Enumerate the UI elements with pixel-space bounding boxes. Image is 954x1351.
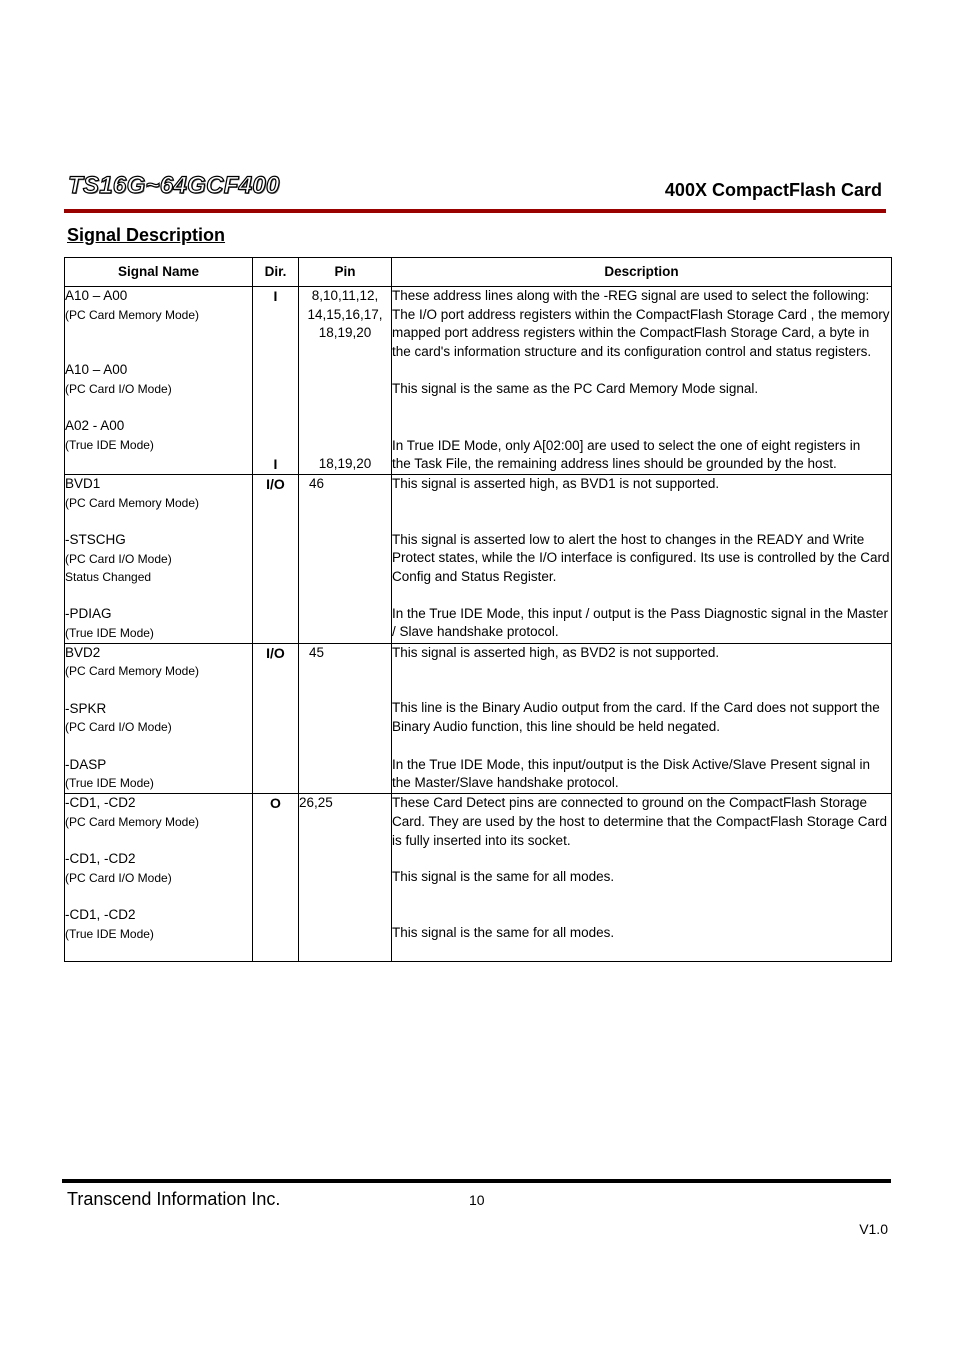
document-title: TS16G~64GCF400 <box>68 172 280 199</box>
signal-mode: (True IDE Mode) <box>65 776 154 791</box>
direction-value: I/O <box>266 475 285 492</box>
signal-mode: (PC Card Memory Mode) <box>65 664 200 679</box>
document-version: V1.0 <box>859 1221 888 1237</box>
signal-name: -STSCHG <box>65 532 126 548</box>
direction-value: I <box>273 455 278 472</box>
signal-mode: (True IDE Mode) <box>65 625 154 640</box>
signal-name: BVD2 <box>65 644 101 660</box>
direction-cell <box>253 643 299 794</box>
signal-name-cell <box>65 474 253 643</box>
signal-name: A10 – A00 <box>65 362 128 378</box>
pin-cell <box>299 643 392 794</box>
direction-cell <box>253 794 299 962</box>
footer-company: Transcend Information Inc. <box>67 1189 281 1209</box>
description-text: In True IDE Mode, only A[02:00] are used to select the one of eight registers in the Task File, the remaining address lines should be grounded by the host. <box>392 437 861 472</box>
signal-name: A10 – A00 <box>65 288 128 303</box>
document-subtitle: 400X CompactFlash Card <box>664 180 882 200</box>
signal-description-table <box>64 257 892 962</box>
table-row <box>65 643 892 794</box>
signal-name-cell <box>65 643 253 794</box>
description-text: This signal is asserted low to alert the host to changes in the READY and Write Protect states, while the I/O interface is configured. Its use is controlled by the Card Config and Status Register. <box>392 531 890 585</box>
signal-name: -CD1, -CD2 <box>65 851 136 867</box>
direction-cell <box>253 287 299 475</box>
column-header-dir: Dir. <box>253 258 299 287</box>
description-cell <box>392 643 892 794</box>
column-header-description: Description <box>392 258 892 287</box>
description-text: This signal is the same for all modes. <box>392 924 615 940</box>
section-heading: Signal Description <box>67 225 226 245</box>
description-text: These Card Detect pins are connected to ground on the CompactFlash Storage Card. They are used by the host to determine that the CompactFlash Storage Card is fully inserted into its socket. <box>392 795 888 848</box>
signal-mode: Status Changed <box>65 570 152 585</box>
table-row <box>65 474 892 643</box>
table-row <box>65 287 892 475</box>
signal-name: -CD1, -CD2 <box>65 907 136 923</box>
pin-cell <box>299 794 392 962</box>
signal-name: BVD1 <box>65 475 101 491</box>
description-text: This line is the Binary Audio output from the card. If the Card does not support the Binary Audio function, this line should be held negated. <box>392 700 880 734</box>
signal-mode: (PC Card Memory Mode) <box>65 495 200 510</box>
column-header-pin: Pin <box>299 258 392 287</box>
description-text: This signal is asserted high, as BVD2 is not supported. <box>392 644 720 660</box>
pin-value: 45 <box>309 644 325 660</box>
pin-cell <box>299 287 392 475</box>
description-text: This signal is the same for all modes. <box>392 869 615 885</box>
description-cell <box>392 287 892 475</box>
direction-value: I <box>273 288 278 304</box>
pin-value: 26,25 <box>299 795 333 811</box>
description-text: In the True IDE Mode, this input / output is the Pass Diagnostic signal in the Master / Slave handshake protocol. <box>392 605 889 640</box>
description-text: These address lines along with the -REG signal are used to select the following: The I/O port address registers within the CompactFlash Storage Card , the memory mapped port address registers within the CompactFlash Storage Card, a byte in the card's information structure and its configuration control and status registers. <box>392 288 890 360</box>
description-text: In the True IDE Mode, this input/output is the Disk Active/Slave Present signal in the Master/Slave handshake protocol. <box>392 756 870 791</box>
signal-mode: (PC Card Memory Mode) <box>65 814 200 829</box>
signal-mode: (PC Card I/O Mode) <box>65 870 172 885</box>
signal-name-cell <box>65 287 253 475</box>
direction-value: I/O <box>266 644 285 661</box>
header-rule <box>64 209 886 213</box>
table-header-row <box>65 258 892 287</box>
table-row <box>65 794 892 962</box>
pin-cell <box>299 474 392 643</box>
signal-mode: (True IDE Mode) <box>65 437 154 452</box>
direction-value: O <box>270 795 281 812</box>
signal-name: A02 - A00 <box>65 417 125 433</box>
pin-value: 46 <box>309 475 325 491</box>
signal-name: -PDIAG <box>65 606 112 622</box>
description-cell <box>392 794 892 962</box>
description-cell <box>392 474 892 643</box>
signal-mode: (PC Card I/O Mode) <box>65 720 172 735</box>
signal-name: -CD1, -CD2 <box>65 795 136 811</box>
signal-mode: (PC Card I/O Mode) <box>65 551 172 566</box>
signal-name: -DASP <box>65 756 107 772</box>
signal-mode: (PC Card Memory Mode) <box>65 307 200 322</box>
signal-mode: (PC Card I/O Mode) <box>65 382 172 397</box>
pin-value: 18,19,20 <box>318 456 372 472</box>
footer-rule <box>62 1179 891 1183</box>
description-text: This signal is asserted high, as BVD1 is not supported. <box>392 475 720 491</box>
signal-name-cell <box>65 794 253 962</box>
column-header-signal-name: Signal Name <box>65 258 253 287</box>
pin-value: 8,10,11,12, 14,15,16,17, 18,19,20 <box>307 288 383 341</box>
page-number: 10 <box>469 1192 485 1208</box>
direction-cell <box>253 474 299 643</box>
signal-mode: (True IDE Mode) <box>65 927 154 942</box>
description-text: This signal is the same as the PC Card Memory Mode signal. <box>392 380 759 396</box>
signal-name: -SPKR <box>65 700 107 716</box>
